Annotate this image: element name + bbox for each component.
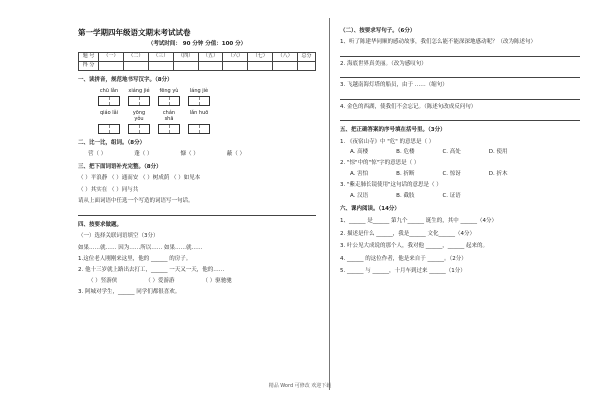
compare-item: 营（ ）	[88, 150, 107, 157]
right-section-2-heading: 五、把正确答案的序号填在括号里。（3分）	[340, 127, 446, 134]
question-2-heading: 二、比一比，组词。（8分）	[78, 140, 146, 147]
option-item[interactable]: D. 折木	[488, 170, 508, 177]
choice-options-3	[350, 193, 580, 200]
question-4-item-a: 1.这位老人刚刚来这里，他的 ______ 的房子。	[78, 256, 192, 263]
score-row-label: 得 分	[79, 61, 99, 70]
score-cell[interactable]	[298, 61, 316, 70]
option-item[interactable]: A. 高楼	[350, 148, 369, 155]
question-4-item-b: 2. 他十三岁就上路出去打工，______ 一天又一天，他的……	[78, 267, 225, 274]
conjunctions-row: 如果……就…… 因为……所以…… 如果……就……	[78, 244, 203, 251]
reading-item-2: 2. 描述是什么 ______，我是______ 文化______（4分）	[340, 230, 475, 237]
option-item[interactable]: C. 惊讶	[442, 170, 461, 177]
score-cell[interactable]	[173, 61, 198, 70]
score-cell[interactable]	[123, 61, 148, 70]
reading-item-4: 4. ______ 的这位作者，他是来自于 ______。（2分）	[340, 255, 467, 262]
pinyin-label: chū lǎn	[99, 87, 119, 94]
pinyin-row-2	[98, 110, 316, 124]
option-item: （ ）爱游游	[145, 277, 175, 284]
writing-boxes-row-1	[98, 96, 316, 106]
writing-box[interactable]	[158, 96, 180, 106]
left-column	[78, 28, 316, 388]
question-4-sub: （一）选择关联词语填空（3分）	[78, 233, 159, 240]
writing-box[interactable]	[98, 96, 120, 106]
score-header-cell: （六）	[223, 52, 248, 61]
answer-line[interactable]	[340, 114, 580, 121]
question-4-options	[88, 278, 316, 285]
pinyin-label: chán shā	[162, 109, 176, 123]
option-item[interactable]: B. 危楼	[396, 148, 415, 155]
option-item[interactable]: C. 证语	[442, 192, 461, 199]
writing-box[interactable]	[128, 96, 150, 106]
pinyin-label: yōng yǒu	[132, 109, 146, 123]
answer-line[interactable]	[340, 71, 580, 78]
score-header-cell: （五）	[198, 52, 223, 61]
choice-question-2: 2. "惊"中的"惊"字的意思是（ ）	[340, 160, 420, 167]
pinyin-label: láng jiè	[189, 87, 209, 94]
exam-title: 第一学期四年级语文期末考试试卷	[78, 28, 191, 37]
writing-box[interactable]	[98, 124, 120, 134]
score-cell[interactable]	[223, 61, 248, 70]
score-value-row	[79, 61, 316, 70]
choice-question-1: 1. 《夜宿山寺》中 "危" 的意思是（ ）	[340, 138, 435, 145]
pinyin-label: fēng yù	[159, 87, 179, 94]
page-footer: 精品 Word 可修改 欢迎下载	[268, 383, 332, 389]
idioms-line-1: （ ）平浪静 （ ）通而安 （ ）树成荫 （ ）如见本	[78, 175, 201, 182]
choice-options-2	[350, 171, 580, 178]
score-cell[interactable]	[148, 61, 173, 70]
score-cell[interactable]	[99, 61, 124, 70]
question-4-item-c: 3. 阿城对学生，______ 同学们都很喜欢。	[78, 289, 181, 296]
score-cell[interactable]	[273, 61, 298, 70]
writing-box[interactable]	[158, 124, 180, 134]
reading-item-3: 3. 叶公见大成说的那个人，我对他 ______，______ 起来的。	[340, 243, 488, 250]
choice-options-1	[350, 149, 580, 156]
option-item[interactable]: A. 害怕	[350, 170, 369, 177]
reading-item-1: 1、______ 是______ 第九个______ 诞生的，其中 ______（4分）	[340, 218, 497, 225]
compare-item: 慷（ ）	[180, 150, 199, 157]
pinyin-row-1	[98, 88, 316, 95]
pinyin-label: lǎn huō	[189, 109, 209, 116]
pinyin-label: xiáng jié	[128, 87, 150, 94]
score-cell[interactable]	[248, 61, 273, 70]
exam-info: （考试时间： 90 分钟 分值：100 分）	[147, 41, 247, 48]
option-item[interactable]: B. 折断	[396, 170, 415, 177]
option-item[interactable]: B. 截肢	[396, 192, 415, 199]
compare-item: 蓬（ ）	[134, 150, 153, 157]
right-section-3-heading: 六、课内阅读。（14分）	[340, 206, 400, 213]
score-header-cell: （八）	[273, 52, 298, 61]
answer-line[interactable]	[340, 50, 580, 57]
compare-row	[88, 151, 316, 158]
score-header-cell: （三）	[148, 52, 173, 61]
score-table	[78, 52, 316, 71]
score-header-cell: （二）	[123, 52, 148, 61]
question-4-heading: 四、按要求做题。	[78, 221, 123, 228]
score-header-cell: （七）	[248, 52, 273, 61]
writing-box[interactable]	[128, 124, 150, 134]
right-section-1-heading: （二）、按要求写句子。（6分）	[340, 28, 416, 34]
writing-box[interactable]	[188, 96, 210, 106]
option-item: （ ）驱驰驰	[202, 277, 232, 284]
idioms-line-2: （ ）其实在 （ ）同与共	[78, 186, 139, 193]
writing-boxes-row-2	[98, 124, 316, 134]
score-header-cell: （一）	[99, 52, 124, 61]
compare-item: 蔽（ ）	[226, 150, 245, 157]
right-column	[340, 22, 580, 382]
reading-item-5: 5. ______ 与 ______，十月车到过来 ______（1分）	[340, 268, 466, 275]
option-item[interactable]: A. 汉语	[350, 192, 369, 199]
score-header-cell: 总分	[298, 52, 316, 61]
option-item[interactable]: C. 高处	[442, 148, 461, 155]
pinyin-label: qiáo lǎi	[99, 109, 119, 116]
score-cell[interactable]	[198, 61, 223, 70]
option-item: （ ）竖游侠	[88, 277, 118, 284]
choice-question-3: 3. "紫走肺长镜使用"这句话的意思是（ ）	[340, 182, 442, 189]
question-1-heading: 一、读拼音，规范地书写汉字。（8分）	[78, 76, 173, 83]
answer-line[interactable]	[340, 93, 580, 100]
idioms-note: 请从上面词语中任选一个写造的词语写一句话。	[78, 198, 194, 205]
score-header-cell: （四）	[173, 52, 198, 61]
column-divider	[329, 18, 330, 390]
score-header-row	[79, 52, 316, 61]
answer-line[interactable]	[78, 209, 316, 216]
option-item[interactable]: D. 使用	[488, 148, 508, 155]
question-3-heading: 三、把下面词语补充完整。（8分）	[78, 164, 162, 171]
sentence-task-3: 3. 飞越南海灯塔的船员，由于 ……（缩句）	[340, 82, 448, 89]
score-header-cell: 题 号	[79, 52, 99, 61]
sentence-task-1: 1、听了陈建华同顺的感动故事，我们怎么能不能深深地感动呢？（改为陈述句）	[340, 39, 537, 46]
sentence-task-2: 2. 海底世界真美丽。（改为感叹句）	[340, 60, 427, 67]
sentence-task-4: 4. 金色的西湖，使我们不会忘记。（陈述句改成反问句）	[340, 103, 477, 110]
writing-box[interactable]	[188, 124, 210, 134]
